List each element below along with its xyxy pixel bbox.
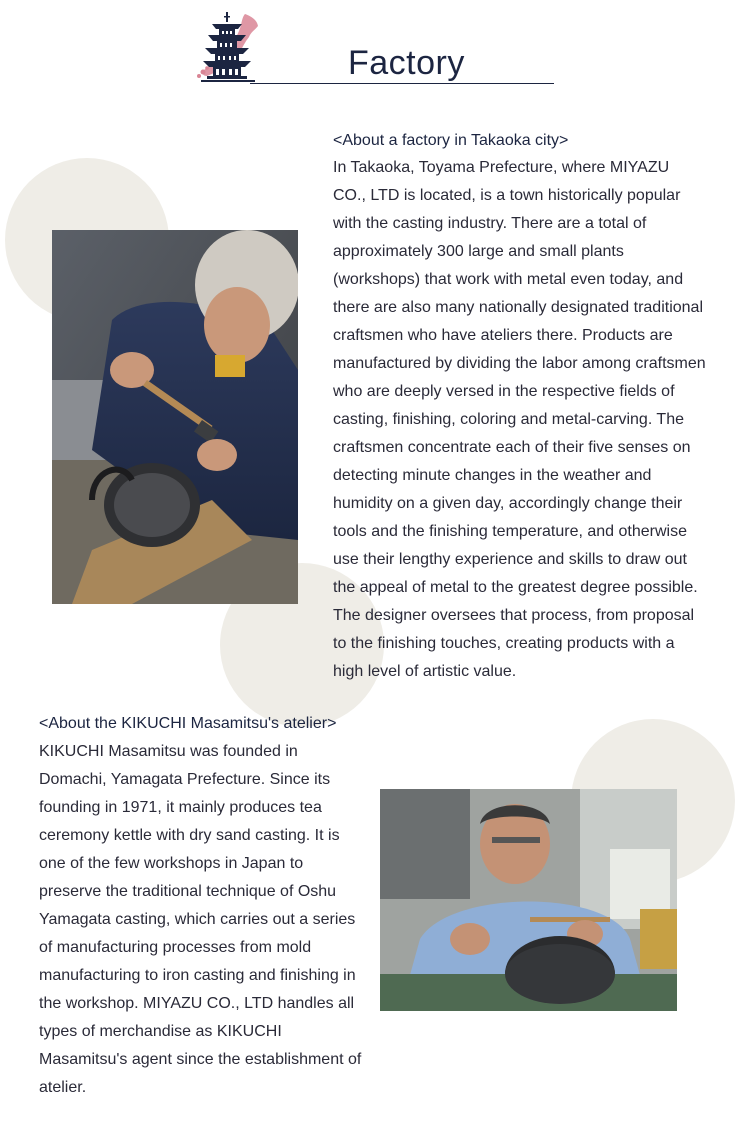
factory-text-line: casting, finishing, coloring and metal-carving. The <box>333 411 684 428</box>
pagoda-japan-map-icon <box>195 10 261 86</box>
atelier-text-line: the workshop. MIYAZU CO., LTD handles all <box>39 995 355 1012</box>
factory-text-line: there are also many nationally designated traditional <box>333 299 704 316</box>
atelier-text-line: one of the few workshops in Japan to <box>39 855 304 872</box>
factory-section-body <box>333 154 723 686</box>
factory-text-line: craftsmen concentrate each of their five senses on <box>333 439 691 456</box>
atelier-text-line: manufacturing to iron casting and finishing in <box>39 967 356 984</box>
factory-text-line: craftsmen who have ateliers there. Products are <box>333 327 673 344</box>
factory-text-line: with the casting industry. There are a total of <box>333 215 647 232</box>
atelier-text-line: ceremony kettle with dry sand casting. It is <box>39 827 340 844</box>
atelier-text-line: founding in 1971, it mainly produces tea <box>39 799 322 816</box>
factory-text-line: (workshops) that work with metal even today, and <box>333 271 684 288</box>
factory-text-line: The designer oversees that process, from proposal <box>333 607 695 624</box>
factory-text-line: approximately 300 large and small plants <box>333 243 624 260</box>
factory-text-line: high level of artistic value. <box>333 663 517 680</box>
factory-text-line: the appeal of metal to the greatest degree possible. <box>333 579 698 596</box>
factory-text-line: manufactured by dividing the labor among craftsmen <box>333 355 706 372</box>
factory-text-line: use their lengthy experience and skills to draw out <box>333 551 687 568</box>
craftsman-at-workbench-photo <box>380 789 677 1011</box>
atelier-text-line: Yamagata casting, which carries out a series <box>39 911 356 928</box>
title-underline <box>250 83 554 84</box>
atelier-text-line: of manufacturing processes from mold <box>39 939 312 956</box>
atelier-section-body <box>39 738 369 1102</box>
atelier-text-line: Domachi, Yamagata Prefecture. Since its <box>39 771 331 788</box>
factory-text-line: CO., LTD is located, is a town historically popular <box>333 187 681 204</box>
factory-text-line: detecting minute changes in the weather and <box>333 467 652 484</box>
factory-text-line: humidity on a given day, accordingly change their <box>333 495 683 512</box>
craftsman-hammering-kettle-photo <box>52 230 298 604</box>
factory-text-line: who are deeply versed in the respective fields of <box>333 383 675 400</box>
atelier-text-line: Masamitsu's agent since the establishment of <box>39 1051 362 1068</box>
atelier-section-heading: <About the KIKUCHI Masamitsu's atelier> <box>39 715 337 732</box>
atelier-text-line: types of merchandise as KIKUCHI <box>39 1023 282 1040</box>
factory-text-line: tools and the finishing temperature, and otherwise <box>333 523 687 540</box>
page-header <box>195 10 555 86</box>
factory-text-line: In Takaoka, Toyama Prefecture, where MIYAZU <box>333 159 670 176</box>
page-title: Factory <box>348 44 465 82</box>
atelier-text-line: atelier. <box>39 1079 87 1096</box>
atelier-text-line: preserve the traditional technique of Oshu <box>39 883 337 900</box>
factory-section-heading: <About a factory in Takaoka city> <box>333 132 569 149</box>
atelier-text-line: KIKUCHI Masamitsu was founded in <box>39 743 298 760</box>
factory-text-line: to the finishing touches, creating products with a <box>333 635 675 652</box>
